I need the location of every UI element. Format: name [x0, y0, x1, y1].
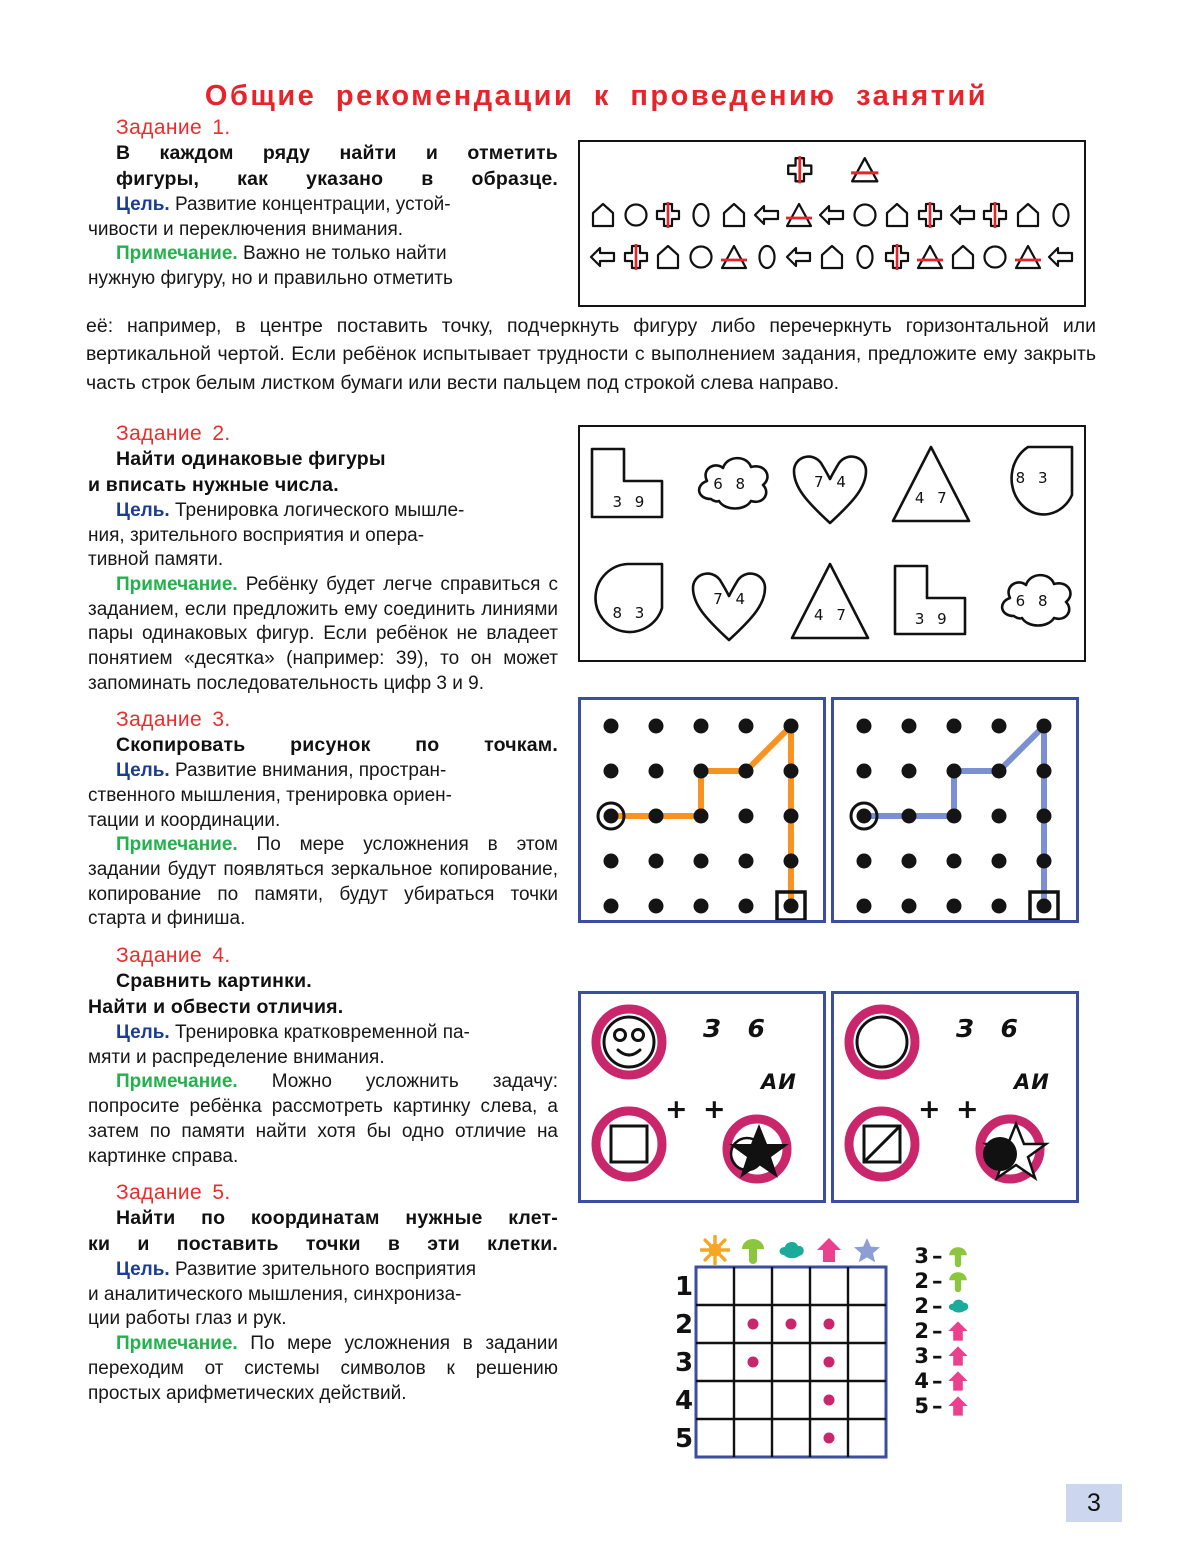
picture-left-digits: З 6: [703, 1014, 774, 1043]
legend-item: [912, 1268, 970, 1293]
legend-dash: –: [932, 1393, 943, 1418]
figure-number: 6 8: [713, 475, 750, 494]
triangle-marked-icon: [849, 154, 881, 186]
row-label: 3: [674, 1348, 694, 1378]
task-1-heading: Задание 1.: [116, 116, 231, 139]
note-label: Примечание.: [116, 1071, 238, 1093]
grid-dot: [694, 854, 709, 869]
arrow-left-icon: [1046, 242, 1076, 272]
figure-number: 4 7: [814, 605, 850, 624]
grid-dot: [1037, 764, 1052, 779]
legend-number: 2: [914, 1268, 929, 1293]
arrow-up-icon: [946, 1344, 970, 1368]
square-with-diagonal-in-ring-icon: [849, 1111, 915, 1177]
grid-dot: [649, 764, 664, 779]
task-3-heading: Задание 3.: [116, 708, 231, 732]
task-4-goal-line-1: Тренировка кратковременной па-: [169, 1022, 470, 1044]
picture-right-digits: З 6: [956, 1014, 1027, 1043]
figure-number: 4 7: [914, 489, 951, 508]
grid-dot: [992, 809, 1007, 824]
smiley-face-in-ring-icon: [596, 1009, 662, 1075]
task-4-goal-line-2: мяти и распределение внимания.: [88, 1046, 385, 1068]
figure-teardrop-right: [986, 435, 1082, 535]
task-4-bold-line-1: Сравнить картинки.: [116, 970, 312, 993]
task-5-heading: Задание 5.: [116, 1181, 231, 1205]
grid-dot: [604, 854, 619, 869]
grid-dot: [604, 899, 619, 914]
task-5-goal-line-1: Развитие зрительного восприятия: [169, 1259, 477, 1281]
task-2-goal-line-1: Тренировка логического мышле-: [169, 499, 465, 521]
legend-dash: –: [932, 1343, 943, 1368]
legend-number: 4: [914, 1368, 929, 1393]
grid-dot: [857, 764, 872, 779]
figure-cloud: [683, 435, 779, 535]
task-1-bold-line-1: В каждом ряду найти и отметить: [116, 142, 558, 164]
grid-dot: [947, 899, 962, 914]
grid-dot: [694, 764, 709, 779]
arrow-up-icon: [817, 1238, 841, 1262]
grid-border: [696, 1267, 886, 1457]
oval-icon: [686, 200, 716, 230]
note-label: Примечание.: [116, 1333, 238, 1355]
coordinate-grid-svg: [660, 1235, 910, 1485]
arrow-up-icon: [946, 1369, 970, 1393]
grid-dot: [784, 854, 799, 869]
grid-dot: [1037, 854, 1052, 869]
legend-item: [912, 1318, 970, 1343]
task-5-bold-line-1: Найти по координатам нужные клет-: [116, 1207, 558, 1230]
task-4-note: [88, 1070, 558, 1169]
task-3-goal-line-1: Развитие внимания, простран-: [169, 760, 447, 782]
grid-dot: [649, 854, 664, 869]
mushroom-icon: [946, 1244, 970, 1268]
grid-dot: [784, 719, 799, 734]
legend-dash: –: [932, 1293, 943, 1318]
exercise-2-panel: [578, 425, 1086, 662]
grid-dot: [992, 854, 1007, 869]
empty-circle-in-ring-icon: [849, 1009, 915, 1075]
legend-item: [912, 1368, 970, 1393]
task-1-bold-line-2: фигуры, как указано в образце.: [116, 167, 558, 190]
task-4-goal: [88, 1021, 558, 1070]
mushroom-icon: [742, 1239, 764, 1264]
cross-marked-icon: [784, 154, 816, 186]
circle-icon: [686, 242, 716, 272]
task-3-goal-line-2: ственного мышления, тренировка ориен-: [88, 785, 453, 807]
grid-dot: [902, 854, 917, 869]
legend-item: [912, 1293, 970, 1318]
grid-dot: [992, 764, 1007, 779]
grid-dot: [604, 719, 619, 734]
circle-icon: [850, 200, 880, 230]
legend-item: [912, 1343, 970, 1368]
task-1-note-line-2: нужную фигуру, но и правильно отметить: [88, 267, 453, 289]
grid-dot: [649, 719, 664, 734]
grid-dot: [784, 764, 799, 779]
task-4-text-block: [88, 944, 558, 1169]
goal-label: Цель.: [116, 499, 170, 521]
cloud-icon: [946, 1294, 970, 1318]
figure-number: 3 9: [612, 493, 649, 512]
task-5-note: [88, 1332, 558, 1406]
task-3-goal-line-3: тации и координации.: [88, 809, 281, 831]
task-5-bold-line-2: ки и поставить точки в эти клетки.: [88, 1233, 558, 1256]
grid-dot: [649, 899, 664, 914]
grid-dot: [992, 899, 1007, 914]
exercise-4-picture-right: [831, 991, 1079, 1203]
dot-grid-svg-right: [834, 700, 1076, 920]
grid-dot: [902, 899, 917, 914]
grid-dot: [1037, 899, 1052, 914]
task-5-goal-line-2: и аналитического мышления, синхрониза-: [88, 1283, 462, 1305]
arrow-left-icon: [588, 242, 618, 272]
task-2-heading: Задание 2.: [116, 422, 231, 445]
legend-number: 2: [914, 1318, 929, 1343]
mushroom-icon: [946, 1269, 970, 1293]
oval-icon: [1046, 200, 1076, 230]
legend-dash: –: [932, 1243, 943, 1268]
row-label: 4: [674, 1386, 694, 1416]
figure-number: 8 3: [1015, 469, 1052, 488]
arrow-up-icon: [946, 1394, 970, 1418]
grid-dot: [604, 764, 619, 779]
task-2-note-body: Ребёнку будет легче справиться с заданием, если предложить ему соединить линиями пары одинаковых фигур. Если ребёнок не владеет понятием «десятка» (например: 39), то он может запоминать последовательность цифр 3 и 9.: [88, 573, 558, 694]
grid-dot: [739, 854, 754, 869]
house-icon: [588, 200, 618, 230]
task-2-goal: [88, 499, 558, 573]
grid-dot: [1037, 719, 1052, 734]
figure-triangle: [885, 435, 981, 535]
figure-triangle: [784, 552, 880, 652]
goal-label: Цель.: [116, 760, 170, 782]
black-star-over-circle-in-ring-icon: [727, 1119, 789, 1179]
task-4-note-body: Можно усложнить задачу: попросите ребёнка рассмотреть картинку слева, а затем по памяти найти хотя бы одно отличие на картинке справа.: [88, 1071, 558, 1167]
picture-right-svg: [834, 994, 1076, 1200]
triangle-marked-icon: [915, 242, 945, 272]
legend-item: [912, 1243, 970, 1268]
oval-icon: [752, 242, 782, 272]
coordinate-dot: [748, 1357, 759, 1368]
circle-icon: [980, 242, 1010, 272]
coordinate-dot: [786, 1319, 797, 1330]
task-2-bold-line-1: Найти одинаковые фигуры: [116, 448, 386, 470]
task-5-note-body: По мере усложнения в задании переходим от системы символов к решению простых арифметических действий.: [88, 1333, 558, 1404]
grid-dot: [902, 719, 917, 734]
arrow-left-icon: [752, 200, 782, 230]
picture-right-plus-2: +: [956, 1094, 979, 1125]
figure-teardrop-left: [582, 552, 678, 652]
house-icon: [882, 200, 912, 230]
task-1-full-paragraph-wrap: [86, 312, 1096, 397]
legend-item: [912, 1393, 970, 1418]
picture-left-svg: [581, 994, 823, 1200]
triangle-marked-icon: [719, 242, 749, 272]
exercise-1-panel: [578, 140, 1086, 307]
task-2-text-block: [88, 422, 558, 696]
sun-icon: [701, 1236, 729, 1264]
exercise-5-legend: [912, 1243, 970, 1418]
exercise-3-dot-grid-left: [578, 697, 826, 923]
goal-label: Цель.: [116, 193, 170, 215]
task-5-text-block: [88, 1181, 558, 1406]
figure-cloud: [986, 552, 1082, 652]
row-label: 1: [674, 1272, 694, 1302]
figure-number: 7 4: [814, 473, 850, 492]
grid-dot: [784, 899, 799, 914]
figure-heart: [784, 435, 880, 535]
triangle-marked-icon: [784, 200, 814, 230]
task-1-goal-line-1: Развитие концентрации, устой-: [169, 193, 451, 215]
square-in-ring-icon: [596, 1111, 662, 1177]
figure-number: 7 4: [713, 589, 750, 608]
task-2-goal-line-2: ния, зрительного восприятия и опера-: [88, 524, 425, 546]
task-3-bold-line-1: Скопировать рисунок по точкам.: [116, 734, 558, 757]
instructions-column-lower: [88, 422, 558, 1406]
grid-dot: [739, 719, 754, 734]
row-label: 5: [674, 1424, 694, 1454]
cross-marked-icon: [653, 200, 683, 230]
grid-dot: [947, 719, 962, 734]
grid-dot: [784, 809, 799, 824]
task-3-goal: [88, 759, 558, 833]
exercise-2-row-1: [580, 427, 1084, 544]
cloud-icon: [780, 1242, 804, 1258]
coordinate-dot: [824, 1433, 835, 1444]
house-icon: [719, 200, 749, 230]
figure-number: 8 3: [612, 603, 649, 622]
task-3-text-block: [88, 708, 558, 932]
goal-label: Цель.: [116, 1259, 170, 1281]
task-2-bold-line-2: и вписать нужные числа.: [88, 473, 339, 496]
arrow-left-icon: [817, 200, 847, 230]
task-3-note-body: По мере усложнения в этом задании будут появляться зеркальное копирование, копирование по памяти, будут убираться точки старта и финиша.: [88, 834, 558, 930]
exercise-1-row-1: [588, 200, 1076, 230]
grid-dot: [739, 764, 754, 779]
coordinate-dot: [824, 1395, 835, 1406]
grid-dot: [694, 899, 709, 914]
figure-lshape: [885, 552, 981, 652]
picture-right-plus-1: +: [918, 1094, 941, 1125]
house-icon: [817, 242, 847, 272]
legend-number: 2: [914, 1293, 929, 1318]
task-1-note: [88, 242, 558, 291]
grid-dot: [649, 809, 664, 824]
house-icon: [653, 242, 683, 272]
note-label: Примечание.: [116, 573, 238, 595]
legend-dash: –: [932, 1368, 943, 1393]
task-1-text-block: [88, 116, 558, 292]
page-number: 3: [1066, 1484, 1122, 1522]
exercise-4-picture-left: [578, 991, 826, 1203]
exercise-1-sample-row: [580, 154, 1084, 186]
picture-left-plus-1: +: [665, 1094, 688, 1125]
exercise-3-dot-grid-right: [831, 697, 1079, 923]
grid-dot: [694, 719, 709, 734]
arrow-left-icon: [784, 242, 814, 272]
picture-left-plus-2: +: [703, 1094, 726, 1125]
grid-dot: [857, 809, 872, 824]
picture-left-letters: АИ: [761, 1070, 797, 1094]
picture-right-letters: АИ: [1014, 1070, 1050, 1094]
cross-marked-icon: [915, 200, 945, 230]
arrow-up-icon: [946, 1319, 970, 1343]
black-circle-over-outlined-star-in-ring-icon: [980, 1119, 1046, 1179]
instructions-column: [88, 116, 558, 292]
legend-number: 3: [914, 1343, 929, 1368]
grid-dot: [604, 809, 619, 824]
task-1-note-line-1: Важно не только найти: [237, 243, 447, 265]
task-3-note: [88, 833, 558, 932]
legend-dash: –: [932, 1318, 943, 1343]
coordinate-dot: [824, 1319, 835, 1330]
task-1-full-paragraph: её: например, в центре поставить точку, подчеркнуть фигуру либо перечеркнуть горизонтальной или вертикальной чертой. Если ребёнок испытывает трудности с выполнением задания, предложите ему закрыть часть строк белым листком бумаги или вести пальцем под строкой слева направо.: [86, 315, 1096, 394]
grid-dot: [739, 809, 754, 824]
coordinate-dot: [824, 1357, 835, 1368]
grid-dot: [947, 809, 962, 824]
oval-icon: [850, 242, 880, 272]
task-2-goal-line-3: тивной памяти.: [88, 549, 224, 571]
dot-grid-svg-left: [581, 700, 823, 920]
grid-dot: [902, 809, 917, 824]
figure-heart: [683, 552, 779, 652]
star-icon: [854, 1238, 880, 1262]
row-label: 2: [674, 1310, 694, 1340]
cross-marked-icon: [980, 200, 1010, 230]
triangle-marked-icon: [1013, 242, 1043, 272]
coordinate-dot: [748, 1319, 759, 1330]
arrow-left-icon: [948, 200, 978, 230]
task-4-heading: Задание 4.: [116, 944, 231, 968]
goal-label: Цель.: [116, 1022, 170, 1044]
grid-dot: [1037, 809, 1052, 824]
grid-dot: [947, 854, 962, 869]
cross-marked-icon: [882, 242, 912, 272]
figure-lshape: [582, 435, 678, 535]
task-1-goal: [88, 193, 558, 242]
grid-dot: [739, 899, 754, 914]
grid-dot: [857, 854, 872, 869]
legend-number: 3: [914, 1243, 929, 1268]
note-label: Примечание.: [116, 243, 238, 265]
page-title: Общие рекомендации к проведению занятий: [204, 80, 989, 112]
grid-dot: [902, 764, 917, 779]
note-label: Примечание.: [116, 834, 238, 856]
task-5-goal-line-3: ции работы глаз и рук.: [88, 1308, 287, 1330]
house-icon: [1013, 200, 1043, 230]
legend-dash: –: [932, 1268, 943, 1293]
legend-number: 5: [914, 1393, 929, 1418]
grid-dot: [857, 719, 872, 734]
task-5-goal: [88, 1258, 558, 1332]
figure-number: 6 8: [1015, 591, 1052, 610]
grid-dot: [992, 719, 1007, 734]
circle-icon: [621, 200, 651, 230]
grid-dot: [947, 764, 962, 779]
exercise-2-row-2: [580, 544, 1084, 661]
task-1-goal-line-2: чивости и переключения внимания.: [88, 218, 404, 240]
figure-number: 3 9: [914, 609, 951, 628]
grid-dot: [857, 899, 872, 914]
exercise-5-panel: [660, 1235, 1090, 1485]
task-2-note: [88, 573, 558, 696]
cross-marked-icon: [621, 242, 651, 272]
exercise-1-row-2: [588, 242, 1076, 272]
grid-dot: [694, 809, 709, 824]
task-4-bold-line-2: Найти и обвести отличия.: [88, 996, 344, 1019]
house-icon: [948, 242, 978, 272]
